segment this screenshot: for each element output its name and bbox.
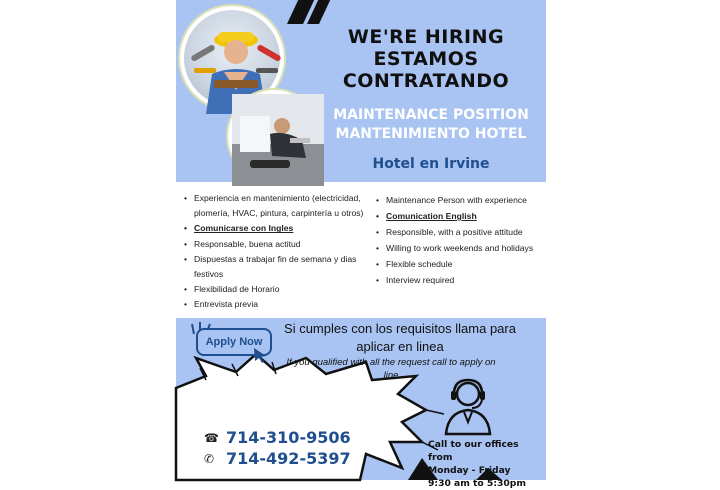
list-item: • Flexibilidad de Horario: [184, 282, 369, 297]
cta-english: If you qualified with all the request call to apply on line: [286, 357, 496, 381]
location-label: Hotel en Irvine: [372, 156, 490, 172]
position-line: MAINTENANCE POSITION: [333, 107, 529, 123]
phone-number-1[interactable]: [204, 428, 351, 447]
list-item: • Experiencia en mantenimiento (electricidad, plomería, HVAC, pintura, carpintería u otros): [184, 191, 369, 221]
list-item: • Comunicarse con Ingles: [184, 221, 369, 236]
list-item: • Entrevista previa: [184, 297, 369, 312]
title-line: CONTRATANDO: [342, 70, 510, 92]
cta-spanish: Si cumples con los requisitos llama para aplicar en linea: [284, 321, 516, 354]
job-flyer: [176, 0, 546, 489]
whatsapp-icon: ✆: [204, 452, 215, 466]
technician-photo: [228, 90, 320, 182]
phone-text: 714-492-5397: [226, 449, 351, 468]
requirements-spanish: [184, 191, 369, 313]
title-line: ESTAMOS: [373, 48, 479, 70]
header-panel: [176, 0, 546, 182]
list-item: • Responsible, with a positive attitude: [376, 224, 544, 240]
title-line: WE'RE HIRING: [347, 26, 505, 48]
list-item: • Comunication English: [376, 208, 544, 224]
office-phone-icon: ☎: [204, 431, 219, 445]
list-item: • Interview required: [376, 272, 544, 288]
list-item: • Responsable, buena actitud: [184, 237, 369, 252]
list-item: • Dispuestas a trabajar fin de semana y dias festivos: [184, 252, 369, 282]
list-item: • Willing to work weekends and holidays: [376, 240, 544, 256]
list-item: • Maintenance Person with experience: [376, 192, 544, 208]
office-hours: [428, 438, 540, 490]
hours-line: Call to our offices from: [428, 439, 519, 463]
apply-now-button[interactable]: Apply Now: [196, 328, 272, 356]
cursor-click-icon: [252, 346, 268, 364]
phone-text: 714-310-9506: [226, 428, 351, 447]
phone-number-2[interactable]: [204, 449, 351, 468]
hours-line: Monday - Friday: [428, 465, 511, 476]
hiring-title: [326, 26, 526, 92]
requirements-english: [376, 192, 544, 288]
position-title: [326, 106, 536, 144]
contact-panel: [176, 318, 546, 489]
hours-line: 9:30 am to 5:30pm: [428, 478, 526, 489]
list-item: • Flexible schedule: [376, 256, 544, 272]
position-line: MANTENIMIENTO HOTEL: [335, 126, 527, 142]
call-center-agent-icon: [440, 376, 496, 436]
